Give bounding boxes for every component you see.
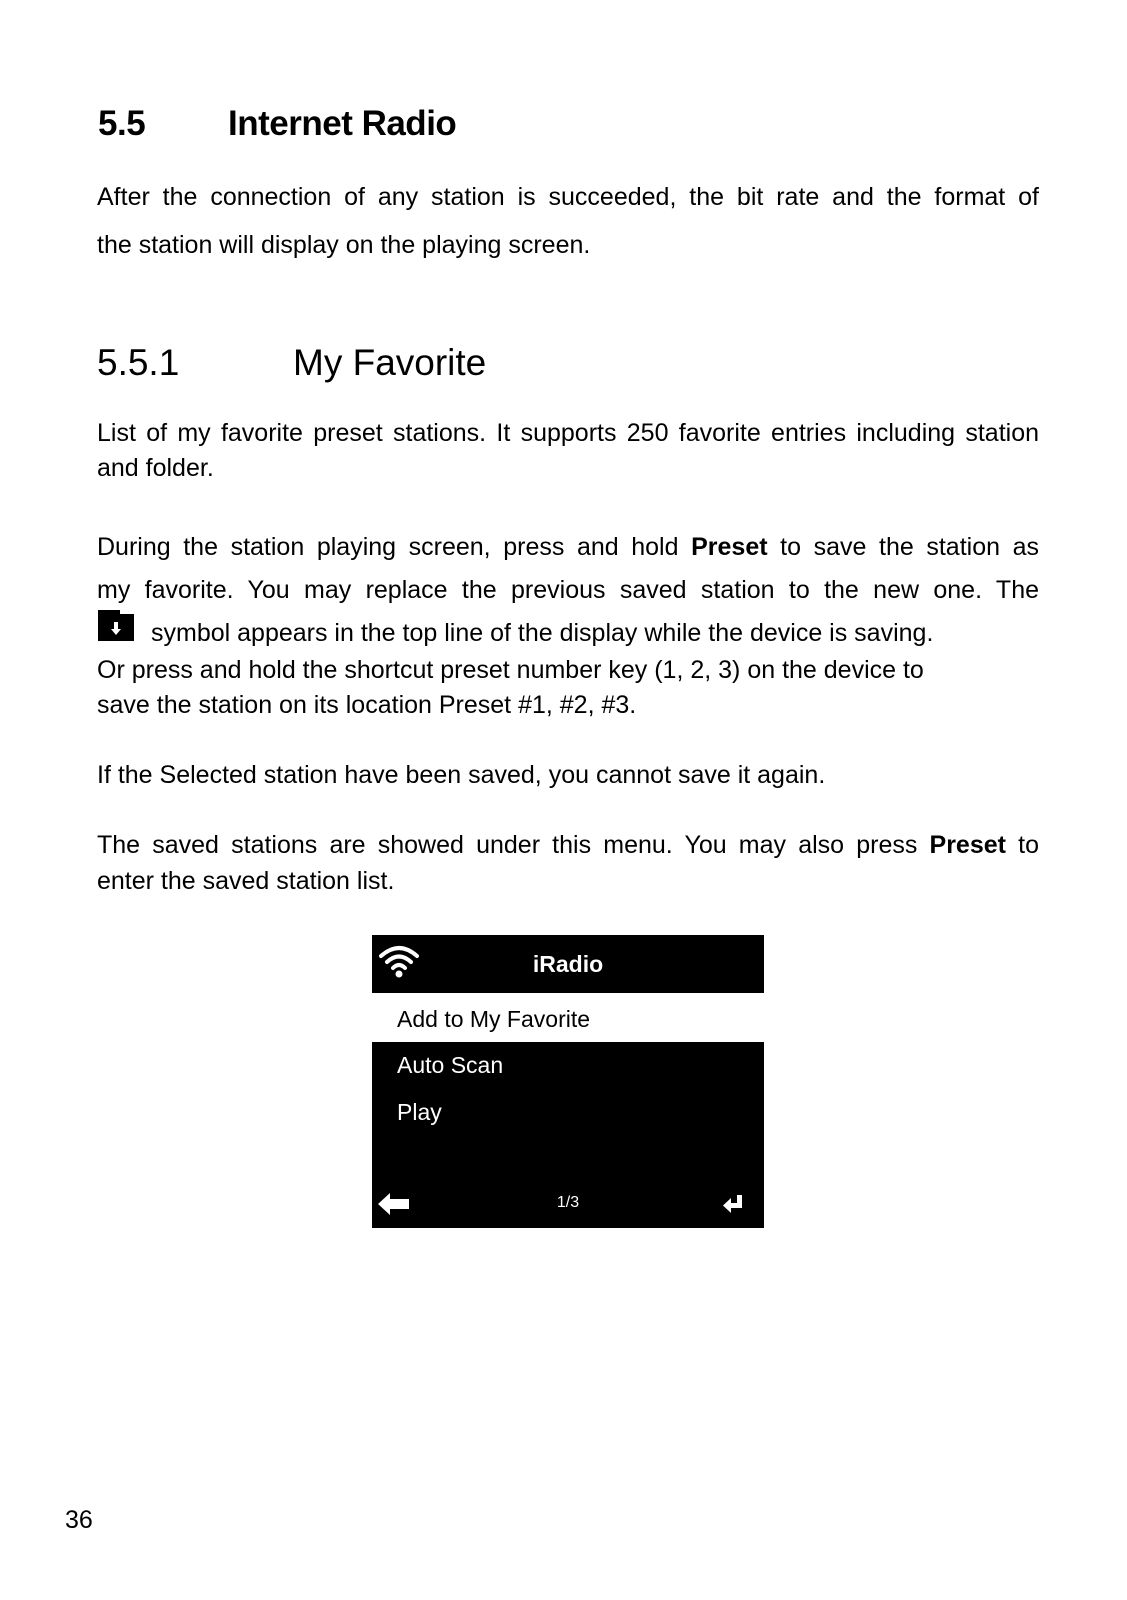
menu-item-add-to-my-favorite[interactable] — [372, 993, 764, 1042]
section-title: Internet Radio — [228, 104, 457, 143]
preset-text-before: During the station playing screen, press and hold — [97, 533, 692, 561]
preset-paragraph-line-2: my favorite. You may replace the previous saved station to the new one. The — [97, 576, 1039, 604]
screen-title: iRadio — [532, 951, 604, 977]
intro-line-1: After the connection of any station is succeeded, the bit rate and the format of — [97, 183, 1039, 211]
subsection-number: 5.5.1 — [97, 342, 180, 383]
section-number: 5.5 — [98, 104, 146, 143]
section-heading — [98, 104, 456, 144]
intro-line-2: the station will display on the playing screen. — [97, 231, 591, 259]
device-screen — [372, 935, 764, 1228]
preset-text-after: to save the station as — [767, 533, 1039, 561]
menu-item-play[interactable]: Play — [397, 1099, 442, 1125]
preset-paragraph-line-5: save the station on its location Preset #1, #2, #3. — [97, 691, 637, 719]
enter-icon[interactable] — [723, 1195, 743, 1213]
saved-list-text-before: The saved stations are showed under this menu. You may also press — [97, 831, 930, 859]
page-number: 36 — [65, 1506, 93, 1534]
preset-paragraph-line-3: symbol appears in the top line of the display while the device is saving. — [151, 619, 934, 647]
page-indicator: 1/3 — [556, 1194, 580, 1211]
saved-list-line-2: enter the saved station list. — [97, 867, 395, 895]
subsection-title: My Favorite — [293, 342, 487, 383]
subsection-heading — [97, 342, 486, 384]
favorites-description: List of my favorite preset stations. It supports 250 favorite entries including station and folder. — [97, 419, 1039, 482]
preset-paragraph-line-1 — [97, 530, 1039, 565]
already-saved-note: If the Selected station have been saved, you cannot save it again. — [97, 761, 826, 789]
saved-list-line-1 — [97, 828, 1039, 863]
saved-list-text-after: to — [1005, 831, 1039, 859]
preset-key-label-2: Preset — [929, 831, 1006, 859]
preset-key-label: Preset — [691, 533, 768, 561]
menu-item-label: Add to My Favorite — [397, 1006, 591, 1032]
preset-paragraph-line-4: Or press and hold the shortcut preset number key (1, 2, 3) on the device to — [97, 656, 924, 684]
menu-item-auto-scan[interactable]: Auto Scan — [397, 1052, 504, 1078]
folder-save-icon — [98, 610, 134, 641]
